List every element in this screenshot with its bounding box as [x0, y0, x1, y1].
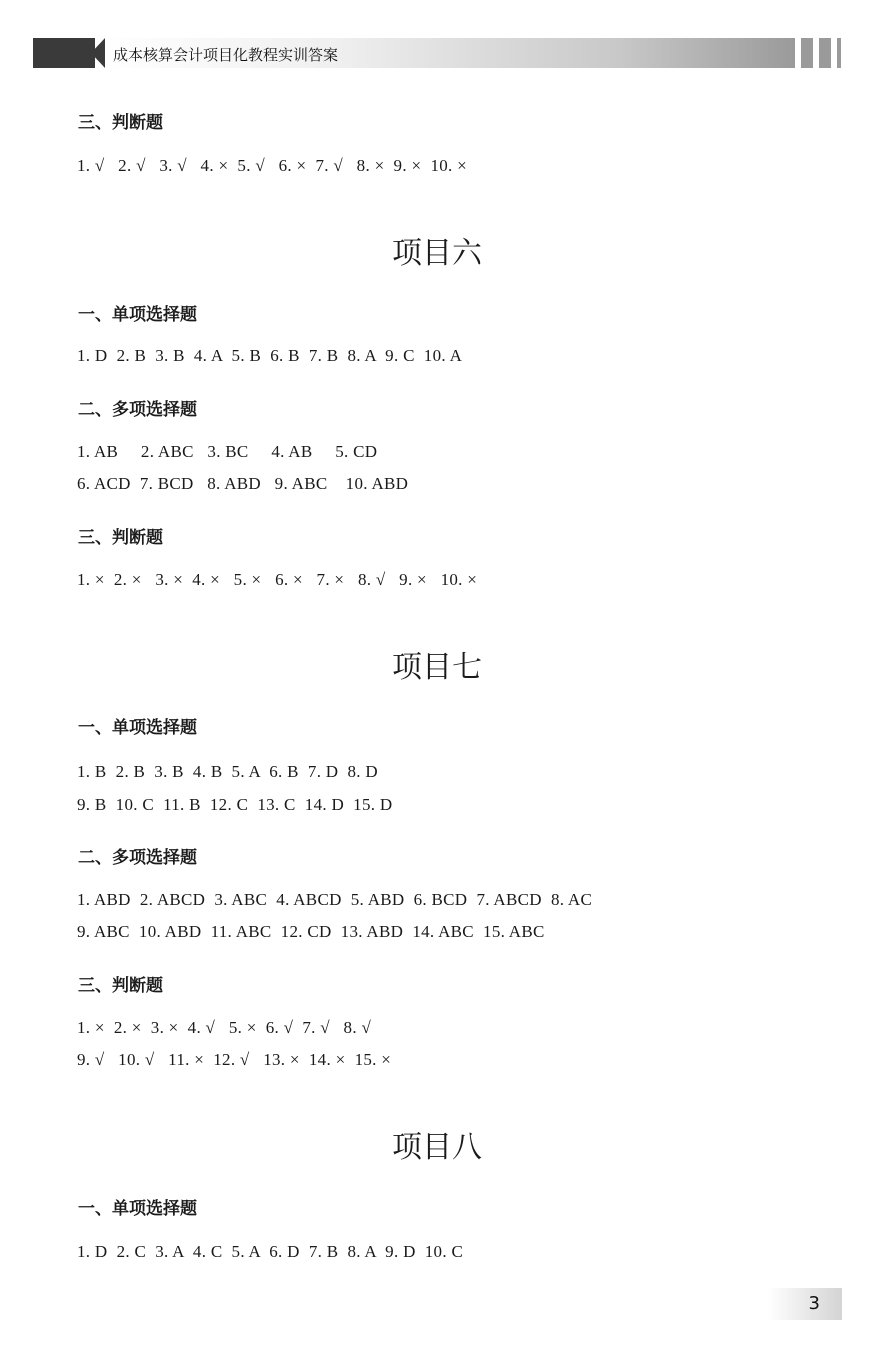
header-chevron-icon: [91, 38, 105, 68]
section-heading-multi: 二、多项选择题: [78, 400, 197, 420]
project-title: 项目八: [392, 1130, 482, 1165]
section-heading-single: 一、单项选择题: [78, 1199, 197, 1219]
project-title: 项目六: [392, 236, 482, 271]
book-title: 成本核算会计项目化教程实训答案: [113, 46, 339, 64]
answer-line: 1. ABD 2. ABCD 3. ABC 4. ABCD 5. ABD 6. BCD 7. ABCD 8. AC: [77, 890, 593, 909]
section-heading-multi: 二、多项选择题: [78, 848, 197, 868]
answer-line: 1. √ 2. √ 3. √ 4. × 5. √ 6. × 7. √ 8. × 9. × 10. ×: [77, 156, 468, 175]
section-heading-single: 一、单项选择题: [78, 305, 197, 325]
answer-line: 1. D 2. C 3. A 4. C 5. A 6. D 7. B 8. A 9. D 10. C: [77, 1242, 464, 1261]
page-number: 3: [808, 1293, 820, 1314]
answer-line: 1. D 2. B 3. B 4. A 5. B 6. B 7. B 8. A 9. C 10. A: [77, 346, 463, 365]
header-decor-block: [801, 38, 813, 68]
header-dark-block: [33, 38, 95, 68]
header-decor-block: [819, 38, 831, 68]
answer-line: 9. √ 10. √ 11. × 12. √ 13. × 14. × 15. ×: [77, 1050, 392, 1069]
answer-line: 1. × 2. × 3. × 4. × 5. × 6. × 7. × 8. √ 9. × 10. ×: [77, 570, 478, 589]
answer-line: 1. B 2. B 3. B 4. B 5. A 6. B 7. D 8. D: [77, 762, 378, 781]
project-title: 项目七: [392, 650, 482, 685]
answer-line: 9. ABC 10. ABD 11. ABC 12. CD 13. ABD 14. ABC 15. ABC: [77, 922, 545, 941]
section-heading-single: 一、单项选择题: [78, 718, 197, 738]
section-heading-judge: 三、判断题: [78, 113, 163, 133]
answer-line: 6. ACD 7. BCD 8. ABD 9. ABC 10. ABD: [77, 474, 409, 493]
page-number-tab: [768, 1288, 842, 1320]
section-heading-judge: 三、判断题: [78, 976, 163, 996]
running-header: [33, 38, 841, 68]
header-decor-block: [837, 38, 841, 68]
answer-line: 1. × 2. × 3. × 4. √ 5. × 6. √ 7. √ 8. √: [77, 1018, 372, 1037]
answer-line: 9. B 10. C 11. B 12. C 13. C 14. D 15. D: [77, 795, 393, 814]
section-heading-judge: 三、判断题: [78, 528, 163, 548]
answer-line: 1. AB 2. ABC 3. BC 4. AB 5. CD: [77, 442, 378, 461]
